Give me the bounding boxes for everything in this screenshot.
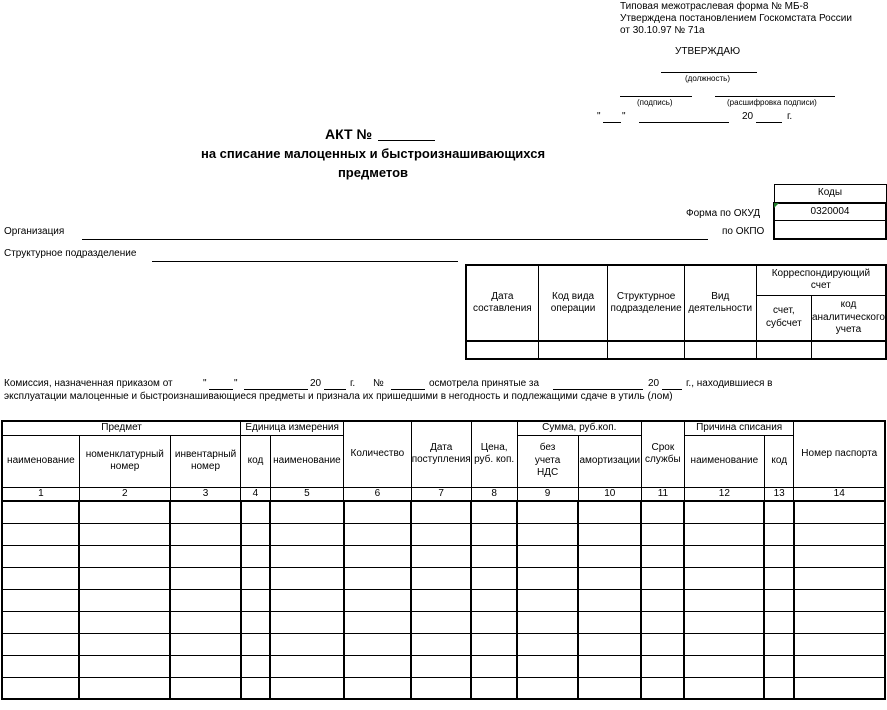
table-cell[interactable] — [684, 567, 764, 589]
column-number: 7 — [411, 487, 471, 501]
table-row — [2, 523, 885, 545]
table-cell[interactable] — [344, 633, 412, 655]
group-reason: Причина списания — [684, 421, 794, 435]
table-cell[interactable] — [471, 545, 517, 567]
table-cell[interactable] — [170, 611, 240, 633]
table-cell[interactable] — [2, 589, 79, 611]
table-cell[interactable] — [170, 545, 240, 567]
col-activity: Вид деятельности — [684, 265, 756, 341]
table-cell[interactable] — [517, 633, 578, 655]
table-cell[interactable] — [411, 567, 471, 589]
table-cell[interactable] — [270, 611, 343, 633]
commission-text-b: осмотрела принятые за — [429, 378, 540, 389]
date-month-line[interactable] — [639, 122, 729, 123]
column-number: 9 — [517, 487, 578, 501]
org-label: Организация — [4, 226, 65, 237]
table-row — [2, 633, 885, 655]
table-cell[interactable] — [344, 567, 412, 589]
table-cell[interactable] — [79, 655, 170, 677]
act-subtitle-2: предметов — [337, 165, 409, 180]
date-day-line[interactable] — [603, 122, 621, 123]
table-cell[interactable] — [471, 589, 517, 611]
column-number: 2 — [79, 487, 170, 501]
column-number: 11 — [641, 487, 684, 501]
table-cell[interactable] — [241, 677, 271, 699]
table-cell[interactable] — [684, 589, 764, 611]
date-year-prefix: 20 — [742, 111, 754, 122]
date-year-line[interactable] — [756, 122, 782, 123]
column-number: 12 — [684, 487, 764, 501]
table-cell[interactable] — [764, 677, 794, 699]
table-cell[interactable] — [270, 501, 343, 523]
table-cell[interactable] — [764, 611, 794, 633]
table-cell[interactable] — [79, 589, 170, 611]
decoding-caption: (расшифровка подписи) — [727, 98, 817, 107]
commission-text-c: г., находившиеся в — [686, 378, 773, 389]
approval-line: Утверждена постановлением Госкомстата России — [620, 13, 852, 24]
col-amortization: амортизации — [578, 435, 641, 487]
table-cell[interactable] — [79, 501, 170, 523]
col-nomenclature-number: номенклатурный номер — [79, 435, 170, 487]
table-cell[interactable] — [794, 501, 885, 523]
form-type-header — [620, 1, 852, 37]
col-receipt-date: Дата поступления — [411, 421, 471, 487]
table-cell[interactable] — [2, 655, 79, 677]
okpo-value[interactable] — [774, 221, 886, 239]
order-number-line[interactable] — [391, 389, 425, 390]
table-cell[interactable] — [641, 501, 684, 523]
cell-subaccount[interactable] — [756, 341, 811, 359]
column-number: 6 — [344, 487, 412, 501]
table-cell[interactable] — [794, 545, 885, 567]
col-subaccount: счет, субсчет — [756, 295, 811, 341]
col-analytic-code: код аналитического учета — [811, 295, 886, 341]
table-row — [2, 567, 885, 589]
table-cell[interactable] — [764, 523, 794, 545]
period-line[interactable] — [553, 389, 643, 390]
table-cell[interactable] — [2, 523, 79, 545]
col-unit-code: код — [241, 435, 271, 487]
table-cell[interactable] — [578, 589, 641, 611]
column-number: 13 — [764, 487, 794, 501]
commission-g1: г. — [350, 378, 356, 389]
table-cell[interactable] — [471, 611, 517, 633]
table-cell[interactable] — [764, 567, 794, 589]
table-cell[interactable] — [471, 655, 517, 677]
table-cell[interactable] — [641, 567, 684, 589]
table-cell[interactable] — [517, 545, 578, 567]
table-cell[interactable] — [764, 633, 794, 655]
column-number: 1 — [2, 487, 79, 501]
col-no-vat: без учета НДС — [517, 435, 578, 487]
table-cell[interactable] — [684, 545, 764, 567]
table-cell[interactable] — [684, 501, 764, 523]
table-cell[interactable] — [241, 589, 271, 611]
table-cell[interactable] — [794, 655, 885, 677]
table-cell[interactable] — [471, 633, 517, 655]
table-cell[interactable] — [684, 677, 764, 699]
table-cell[interactable] — [684, 611, 764, 633]
table-cell[interactable] — [471, 501, 517, 523]
table-cell[interactable] — [170, 523, 240, 545]
org-line[interactable] — [82, 239, 708, 240]
cell-activity[interactable] — [684, 341, 756, 359]
group-sum: Сумма, руб.коп. — [517, 421, 641, 435]
table-row — [2, 501, 885, 523]
table-cell[interactable] — [270, 567, 343, 589]
table-cell[interactable] — [641, 589, 684, 611]
table-cell[interactable] — [2, 677, 79, 699]
table-cell[interactable] — [411, 523, 471, 545]
column-number: 8 — [471, 487, 517, 501]
table-cell[interactable] — [684, 523, 764, 545]
table-cell[interactable] — [794, 611, 885, 633]
table-cell[interactable] — [578, 567, 641, 589]
table-cell[interactable] — [270, 655, 343, 677]
table-cell[interactable] — [2, 567, 79, 589]
table-cell[interactable] — [241, 611, 271, 633]
table-cell[interactable] — [794, 677, 885, 699]
table-cell[interactable] — [794, 523, 885, 545]
approve-title: УТВЕРЖДАЮ — [675, 46, 741, 57]
table-cell[interactable] — [79, 633, 170, 655]
position-caption: (должность) — [685, 74, 730, 83]
okpo-label: по ОКПО — [722, 226, 765, 237]
cell-dept[interactable] — [608, 341, 684, 359]
table-cell[interactable] — [411, 677, 471, 699]
table-cell[interactable] — [471, 567, 517, 589]
table-cell[interactable] — [684, 655, 764, 677]
table-row — [2, 611, 885, 633]
column-number: 10 — [578, 487, 641, 501]
table-cell[interactable] — [170, 677, 240, 699]
date-quote-close: " — [622, 111, 626, 122]
table-cell[interactable] — [2, 633, 79, 655]
table-cell[interactable] — [684, 633, 764, 655]
table-cell[interactable] — [170, 501, 240, 523]
table-cell[interactable] — [2, 611, 79, 633]
table-cell[interactable] — [2, 545, 79, 567]
table-cell[interactable] — [411, 611, 471, 633]
col-item-name: наименование — [2, 435, 79, 487]
column-number: 3 — [170, 487, 240, 501]
commission-num: № — [373, 378, 384, 389]
table-cell[interactable] — [170, 589, 240, 611]
table-cell[interactable] — [79, 567, 170, 589]
table-cell[interactable] — [344, 655, 412, 677]
commission-text-a: Комиссия, назначенная приказом от — [4, 378, 173, 389]
signature-caption: (подпись) — [637, 98, 673, 107]
table-cell[interactable] — [764, 655, 794, 677]
table-cell[interactable] — [270, 633, 343, 655]
table-cell[interactable] — [2, 501, 79, 523]
table-cell[interactable] — [79, 545, 170, 567]
table-cell[interactable] — [241, 501, 271, 523]
commission-year1: 20 — [310, 378, 322, 389]
table-cell[interactable] — [411, 633, 471, 655]
table-cell[interactable] — [641, 677, 684, 699]
cell-analytic-code[interactable] — [811, 341, 886, 359]
cell-date[interactable] — [466, 341, 538, 359]
table-cell[interactable] — [411, 545, 471, 567]
table-cell[interactable] — [270, 523, 343, 545]
table-cell[interactable] — [578, 545, 641, 567]
table-cell[interactable] — [270, 677, 343, 699]
table-cell[interactable] — [241, 523, 271, 545]
table-cell[interactable] — [344, 611, 412, 633]
date-year-suffix: г. — [787, 111, 793, 122]
table-cell[interactable] — [641, 655, 684, 677]
table-cell[interactable] — [517, 589, 578, 611]
col-operation-code: Код вида операции — [538, 265, 608, 341]
table-cell[interactable] — [517, 501, 578, 523]
table-cell[interactable] — [270, 589, 343, 611]
commission-q1: " — [203, 378, 207, 389]
col-dept: Структурное подразделение — [608, 265, 684, 341]
order-day-line[interactable] — [209, 389, 233, 390]
table-row — [2, 589, 885, 611]
table-cell[interactable] — [170, 633, 240, 655]
table-cell[interactable] — [170, 655, 240, 677]
table-cell[interactable] — [471, 523, 517, 545]
commission-year2: 20 — [648, 378, 660, 389]
table-cell[interactable] — [641, 523, 684, 545]
table-cell[interactable] — [241, 633, 271, 655]
column-number: 5 — [270, 487, 343, 501]
period-year-line[interactable] — [662, 389, 682, 390]
table-cell[interactable] — [344, 677, 412, 699]
date-quote-open: " — [597, 111, 601, 122]
decoding-line[interactable] — [715, 96, 835, 97]
table-cell[interactable] — [764, 501, 794, 523]
table-cell[interactable] — [270, 545, 343, 567]
table-cell[interactable] — [411, 589, 471, 611]
column-number: 4 — [241, 487, 271, 501]
table-cell[interactable] — [79, 677, 170, 699]
table-row — [2, 677, 885, 699]
table-cell[interactable] — [517, 523, 578, 545]
table-cell[interactable] — [764, 589, 794, 611]
table-cell[interactable] — [578, 633, 641, 655]
items-table — [1, 420, 886, 700]
cell-operation-code[interactable] — [538, 341, 608, 359]
table-cell[interactable] — [411, 501, 471, 523]
document-details-table — [465, 264, 887, 360]
col-price: Цена, руб. коп. — [471, 421, 517, 487]
act-number-line[interactable] — [378, 140, 435, 141]
table-cell[interactable] — [794, 567, 885, 589]
codes-table — [773, 184, 887, 240]
col-quantity: Количество — [344, 421, 412, 487]
okud-label: Форма по ОКУД — [686, 208, 761, 219]
act-subtitle: на списание малоценных и быстроизнашивающихся — [200, 146, 546, 161]
table-cell[interactable] — [578, 501, 641, 523]
table-cell[interactable] — [344, 545, 412, 567]
col-passport-number: Номер паспорта — [794, 421, 885, 487]
table-cell[interactable] — [344, 501, 412, 523]
table-cell[interactable] — [641, 545, 684, 567]
column-numbers-row — [2, 487, 885, 501]
table-cell[interactable] — [79, 523, 170, 545]
signature-line[interactable] — [620, 96, 692, 97]
table-cell[interactable] — [344, 523, 412, 545]
form-type-line: Типовая межотраслевая форма № МБ-8 — [620, 1, 809, 12]
table-cell[interactable] — [641, 633, 684, 655]
col-corr-account: Корреспондирующий счет — [756, 265, 886, 295]
table-cell[interactable] — [411, 655, 471, 677]
col-service-life: Срок службы — [641, 421, 684, 487]
table-cell[interactable] — [578, 677, 641, 699]
table-cell[interactable] — [641, 611, 684, 633]
okud-value[interactable]: 0320004 — [774, 203, 886, 221]
table-cell[interactable] — [517, 655, 578, 677]
table-cell[interactable] — [471, 677, 517, 699]
order-year-line[interactable] — [324, 389, 346, 390]
dept-label: Структурное подразделение — [4, 248, 137, 259]
col-reason-code: код — [764, 435, 794, 487]
table-cell[interactable] — [344, 589, 412, 611]
table-row — [2, 655, 885, 677]
group-unit: Единица измерения — [241, 421, 344, 435]
codes-header: Коды — [774, 185, 886, 203]
table-cell[interactable] — [517, 677, 578, 699]
table-cell[interactable] — [517, 611, 578, 633]
approval-date-line: от 30.10.97 № 71а — [620, 25, 705, 36]
col-inventory-number: инвентарный номер — [170, 435, 240, 487]
dept-line[interactable] — [152, 261, 458, 262]
order-month-line[interactable] — [244, 389, 308, 390]
col-unit-name: наименование — [270, 435, 343, 487]
table-cell[interactable] — [241, 545, 271, 567]
column-number: 14 — [794, 487, 885, 501]
table-cell[interactable] — [578, 523, 641, 545]
table-cell[interactable] — [241, 655, 271, 677]
cell-marker-icon — [774, 203, 779, 208]
table-cell[interactable] — [578, 611, 641, 633]
col-reason-name: наименование — [684, 435, 764, 487]
table-cell[interactable] — [241, 567, 271, 589]
act-title: АКТ № — [325, 126, 373, 142]
table-cell[interactable] — [79, 611, 170, 633]
col-date: Дата составления — [466, 265, 538, 341]
table-cell[interactable] — [764, 545, 794, 567]
commission-text-line2: эксплуатации малоценные и быстроизнашивающиеся предметы и признала их пришедшими в негодность и подлежащими сдаче в утиль (лом) — [4, 391, 673, 402]
table-cell[interactable] — [170, 567, 240, 589]
table-cell[interactable] — [578, 655, 641, 677]
table-cell[interactable] — [517, 567, 578, 589]
table-row — [2, 545, 885, 567]
commission-q2: " — [234, 378, 238, 389]
table-cell[interactable] — [794, 633, 885, 655]
group-item: Предмет — [2, 421, 241, 435]
table-cell[interactable] — [794, 589, 885, 611]
position-line[interactable] — [661, 72, 757, 73]
